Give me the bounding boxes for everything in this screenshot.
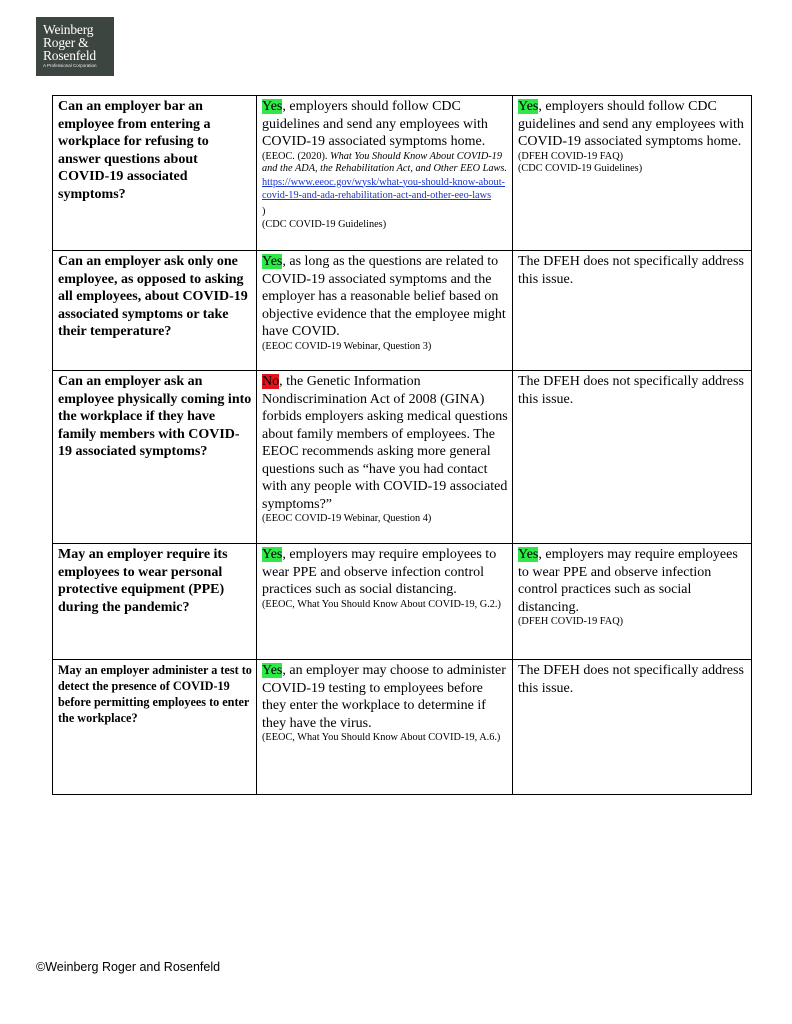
firm-logo — [36, 17, 114, 76]
answer-text: , employers should follow CDC guidelines and send any employees with COVID-19 associated symptoms home. — [262, 99, 488, 149]
yes-highlight: Yes — [262, 547, 283, 562]
citation: (CDC COVID-19 Guidelines) — [262, 219, 387, 230]
logo-subtitle: A Professional Corporation — [43, 63, 97, 68]
eeoc-answer-cell — [257, 251, 513, 371]
answer-text: , employers may require employees to wear PPE and observe infection control practices such as social distancing. — [518, 547, 738, 615]
dfeh-answer-cell — [513, 96, 752, 251]
citation: (EEOC, What You Should Know About COVID-19, A.6.) — [262, 732, 501, 743]
dfeh-answer-cell: The DFEH does not specifically address this issue. — [513, 660, 752, 795]
dfeh-answer-cell: The DFEH does not specifically address this issue. — [513, 251, 752, 371]
table-row — [53, 371, 752, 544]
table-row — [53, 544, 752, 660]
no-highlight: No — [262, 374, 280, 389]
answer-text: , employers may require employees to wear PPE and observe infection control practices such as social distancing. — [262, 547, 497, 597]
table-row — [53, 96, 752, 251]
logo-line-1: Weinberg — [43, 22, 94, 37]
yes-highlight: Yes — [262, 99, 283, 114]
yes-highlight: Yes — [518, 99, 539, 114]
table-row — [53, 251, 752, 371]
answer-text: , an employer may choose to administer COVID-19 testing to employees before they enter the workplace to determine if they have the virus. — [262, 663, 506, 731]
answer-text: , the Genetic Information Nondiscrimination Act of 2008 (GINA) forbids employers asking medical questions about family members of employees. The EEOC recommends asking more general questions such as “have you had contact with any people with COVID-19 associated symptoms?” — [262, 374, 508, 512]
citation-close: ) — [262, 205, 266, 217]
question-cell: May an employer require its employees to wear personal protective equipment (PPE) during the pandemic? — [53, 544, 257, 660]
copyright-footer: ©Weinberg Roger and Rosenfeld — [36, 960, 221, 974]
citation: (EEOC COVID-19 Webinar, Question 3) — [262, 340, 432, 352]
eeoc-answer-cell — [257, 96, 513, 251]
table-row — [53, 660, 752, 795]
eeoc-guidance-link[interactable]: https://www.eeoc.gov/wysk/what-you-should-know-about-covid-19-and-ada-rehabilitation-act-and-other-eeo-laws — [262, 176, 505, 201]
yes-highlight: Yes — [518, 547, 539, 562]
citation: (DFEH COVID-19 FAQ) — [518, 616, 624, 627]
logo-line-2: Roger & — [43, 35, 89, 50]
eeoc-answer-cell — [257, 371, 513, 544]
citation: (EEOC. (2020). What You Should Know About COVID-19 and the ADA, the Rehabilitation Act, and Other EEO Laws. — [262, 150, 508, 174]
question-cell: Can an employer ask an employee physically coming into the workplace if they have family members with COVID-19 associated symptoms? — [53, 371, 257, 544]
yes-highlight: Yes — [262, 663, 283, 678]
dfeh-answer-cell: The DFEH does not specifically address this issue. — [513, 371, 752, 544]
answer-text: , employers should follow CDC guidelines and send any employees with COVID-19 associated symptoms home. — [518, 99, 744, 149]
logo-line-3: Rosenfeld — [43, 48, 96, 63]
eeoc-answer-cell — [257, 660, 513, 795]
eeoc-answer-cell — [257, 544, 513, 660]
citation: (DFEH COVID-19 FAQ) — [518, 150, 624, 162]
answer-text: , as long as the questions are related to COVID-19 associated symptoms and the employer has a reasonable belief based on objective evidence that the employee might have COVID. — [262, 254, 506, 339]
question-cell: Can an employer bar an employee from entering a workplace for refusing to answer questions about COVID-19 associated symptoms? — [53, 96, 257, 251]
question-cell: Can an employer ask only one employee, as opposed to asking all employees, about COVID-19 associated symptoms or take their temperature? — [53, 251, 257, 371]
citation: (CDC COVID-19 Guidelines) — [518, 163, 643, 174]
yes-highlight: Yes — [262, 254, 283, 269]
dfeh-answer-cell — [513, 544, 752, 660]
question-cell: May an employer administer a test to detect the presence of COVID-19 before permitting employees to enter the workplace? — [53, 660, 257, 795]
citation: (EEOC COVID-19 Webinar, Question 4) — [262, 513, 432, 524]
citation: (EEOC, What You Should Know About COVID-19, G.2.) — [262, 598, 501, 610]
covid-qa-table — [52, 95, 752, 795]
